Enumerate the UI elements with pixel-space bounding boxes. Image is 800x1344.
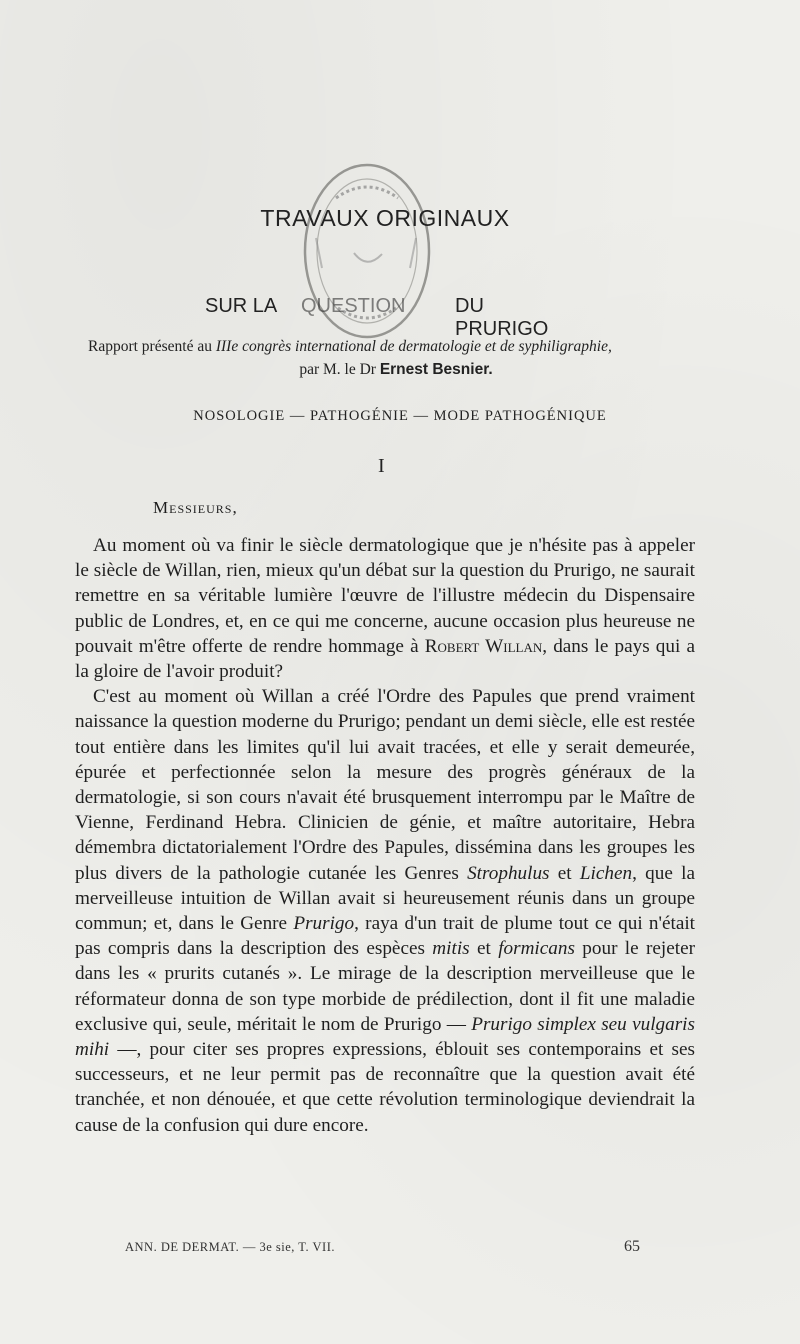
congress-name: IIIe congrès international de dermatologie et de syphiligraphie, <box>215 338 612 355</box>
prurigo-simplex-quote: Prurigo simplex seu vulgaris mihi <box>75 1013 695 1061</box>
body-text <box>75 533 695 1138</box>
paragraph-1 <box>75 533 695 684</box>
genus-prurigo: Prurigo <box>293 913 355 935</box>
species-mitis: mitis <box>432 938 470 960</box>
subheading: NOSOLOGIE — PATHOGÉNIE — MODE PATHOGÉNIQUE <box>193 408 607 424</box>
species-formicans: formicans <box>498 938 575 960</box>
title-right: DU PRURIGO <box>455 295 549 340</box>
genus-lichen: Lichen <box>579 862 633 884</box>
title-obscured-word: QUESTION <box>301 295 406 317</box>
paragraph-2 <box>75 684 695 1138</box>
journal-reference: ANN. DE DERMAT. — 3e sie, T. VII. <box>125 1240 335 1254</box>
paragraph-2-text-d: pour le rejeter dans les « prurits cutanés ». Le mirage de la description merveilleuse que le réformateur donna de son type morbide de prédilection, dont il fit une maladie exclusive qui, seule, méritait le nom de Prurigo — <box>75 938 695 1035</box>
paragraph-2-and: et <box>549 862 580 884</box>
paragraph-1-text-a: Au moment où va finir le siècle dermatologique que je n'hésite pas à appeler le siècle de Willan, rien, mieux qu'un débat sur la question du Prurigo, ne saurait remettre en sa véritable lumière l'œuvre de l'illustre médecin du Dispensaire public de Londres, et, en ce qui me concerne, aucune occasion plus heureuse ne pouvait m'être offerte de rendre hommage à <box>75 535 695 657</box>
title-left: SUR LA <box>205 295 278 317</box>
section-number: I <box>378 455 385 477</box>
paragraph-2-and-2: et <box>469 938 499 960</box>
author-name: Ernest Besnier. <box>379 361 493 378</box>
report-line <box>88 336 704 380</box>
salutation: Messieurs, <box>153 498 238 517</box>
genus-strophulus: Strophulus <box>467 862 550 884</box>
paragraph-2-text-e: —, pour citer ses propres expressions, éblouit ses contemporains et ses successeurs, et ne leur permit pas de reconnaître que la question avait été tranchée, et non dénouée, et que cette révolution terminologique deviendrait la cause de la confusion qui dure encore. <box>75 1039 695 1136</box>
section-header: TRAVAUX ORIGINAUX <box>260 205 510 231</box>
paragraph-2-text-a: C'est au moment où Willan a créé l'Ordre des Papules que prend vraiment naissance la question moderne du Prurigo; pendant un demi siècle, elle est restée tout entière dans les limites qu'il lui avait tracées, et elle y serait demeurée, épurée et perfectionnée selon la mesure des progrès généraux de la dermatologie, si son cours n'avait été brusquement interrompu par le Maître de Vienne, Ferdinand Hebra. Clinicien de génie, et maître autoritaire, Hebra démembra dictatorialement l'Ordre des Papules, dissémina dans les groupes les plus divers de la pathologie cutanée les Genres <box>75 686 695 884</box>
page-number: 65 <box>624 1238 640 1255</box>
paragraph-2-text-b: , que la merveilleuse intuition de Willan avait si heureusement réunis dans un groupe commun; et, dans le Genre <box>75 862 695 935</box>
paragraph-1-text-b: , dans le pays qui a la gloire de l'avoir produit? <box>75 635 695 683</box>
person-name: Robert Willan <box>424 635 543 657</box>
report-by: par M. le Dr <box>299 361 380 378</box>
paragraph-2-text-c: , raya d'un trait de plume tout ce qui n'était pas compris dans la description des espèces <box>75 913 696 960</box>
report-prefix: Rapport présenté au <box>88 338 216 355</box>
